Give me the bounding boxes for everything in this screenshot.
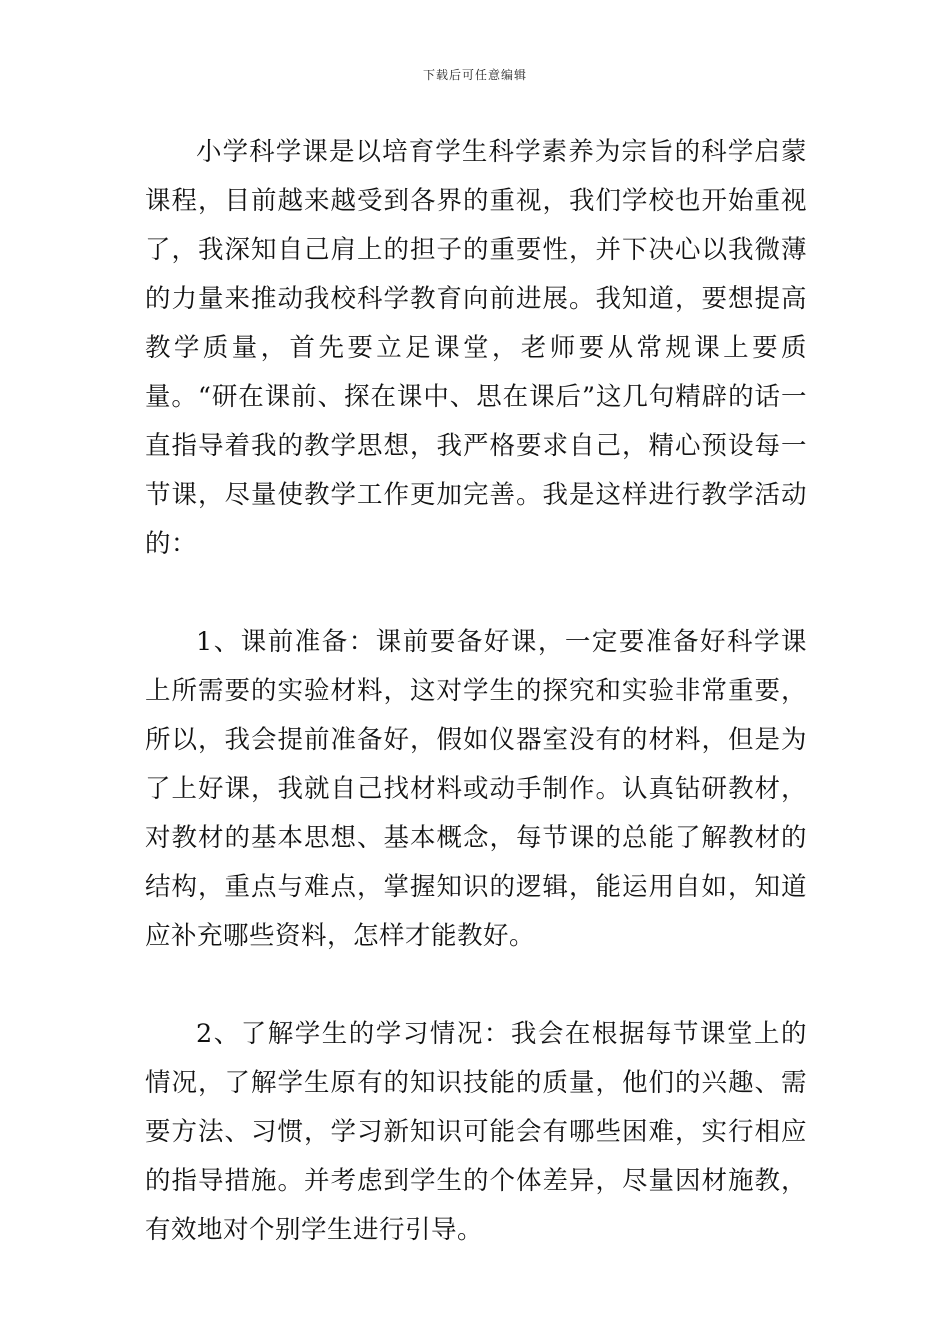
paragraph-gap [145,569,807,618]
paragraph-lesson-preparation: 1、课前准备：课前要备好课，一定要准备好科学课上所需要的实验材料，这对学生的探究和实验非常重要，所以，我会提前准备好，假如仪器室没有的材料，但是为了上好课，我就自己找材料或动手制作。认真钻研教材，对教材的基本思想、基本概念，每节课的总能了解教材的结构，重点与难点，掌握知识的逻辑，能运用自如，知道应补充哪些资料，怎样才能教好。 [145,627,807,951]
paragraph-intro: 小学科学课是以培育学生科学素养为宗旨的科学启蒙课程，目前越来越受到各界的重视，我们学校也开始重视了，我深知自己肩上的担子的重要性，并下决心以我微薄的力量来推动我校科学教育向前进展。我知道，要想提高教学质量，首先要立足课堂，老师要从常规课上要质量。“研在课前、探在课中、思在课后”这几句精辟的话一直指导着我的教学思想，我严格要求自己，精心预设每一节课，尽量使教学工作更加完善。我是这样进行教学活动的： [145,137,807,559]
header-note: 下载后可任意编辑 [422,68,527,82]
paragraph-gap [145,961,807,1010]
paragraph-student-learning: 2、了解学生的学习情况：我会在根据每节课堂上的情况，了解学生原有的知识技能的质量，他们的兴趣、需要方法、习惯，学习新知识可能会有哪些困难，实行相应的指导措施。并考虑到学生的个体差异，尽量因材施教，有效地对个别学生进行引导。 [145,1019,807,1245]
document-body [145,128,807,1255]
